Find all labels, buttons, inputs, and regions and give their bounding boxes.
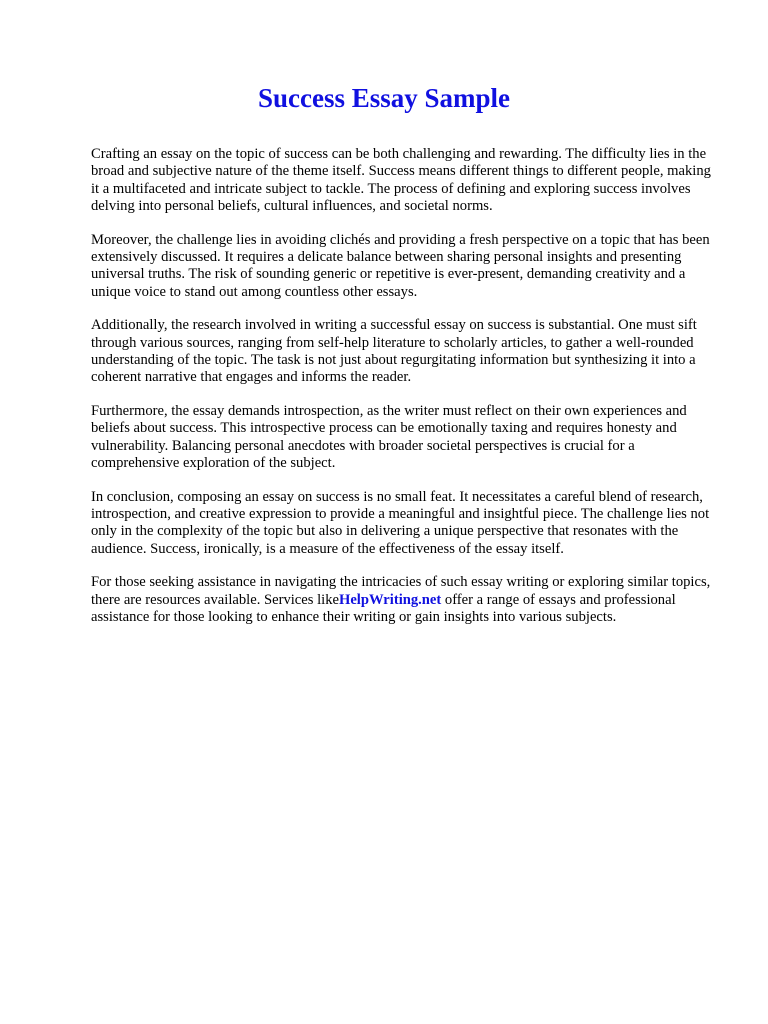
paragraph-2: Moreover, the challenge lies in avoiding clichés and providing a fresh perspective on a topic that has been extensively discussed. It requires a delicate balance between sharing personal insights and presenting universal truths. The risk of sounding generic or repetitive is ever-present, demanding creativity and a unique voice to stand out among countless other essays. <box>91 231 710 300</box>
paragraph-3: Additionally, the research involved in writing a successful essay on success is substantial. One must sift through various sources, ranging from self-help literature to scholarly articles, to gather a well-rounded understanding of the topic. The task is not just about regurgitating information but synthesizing it into a coherent narrative that engages and informs the reader. <box>91 317 697 386</box>
paragraph-6 <box>91 574 717 626</box>
essay-body <box>91 146 717 642</box>
paragraph-6-after-link: offer a range of essays and professional assistance for those looking to enhance their writing or gain insights into various subjects. <box>91 591 676 625</box>
helpwriting-link[interactable]: HelpWriting.net <box>338 591 442 608</box>
page-title: Success Essay Sample <box>257 83 511 113</box>
paragraph-5: In conclusion, composing an essay on success is no small feat. It necessitates a careful blend of research, introspection, and creative expression to provide a meaningful and insightful piece. The challenge lies not only in the complexity of the topic but also in delivering a unique perspective that resonates with the audience. Success, ironically, is a measure of the effectiveness of the essay itself. <box>91 488 710 557</box>
paragraph-1: Crafting an essay on the topic of success can be both challenging and rewarding. The difficulty lies in the broad and subjective nature of the theme itself. Success means different things to different people, making it a multifaceted and intricate subject to tackle. The process of defining and exploring success involves delving into personal beliefs, cultural influences, and societal norms. <box>91 146 711 215</box>
paragraph-4: Furthermore, the essay demands introspection, as the writer must reflect on their own experiences and beliefs about success. This introspective process can be emotionally taxing and requires honesty and vulnerability. Balancing personal anecdotes with broader societal perspectives is crucial for a comprehensive exploration of the subject. <box>91 402 687 472</box>
paragraph-6-before-link: For those seeking assistance in navigating the intricacies of such essay writing or exploring similar topics, there are resources available. Services like <box>91 574 711 608</box>
